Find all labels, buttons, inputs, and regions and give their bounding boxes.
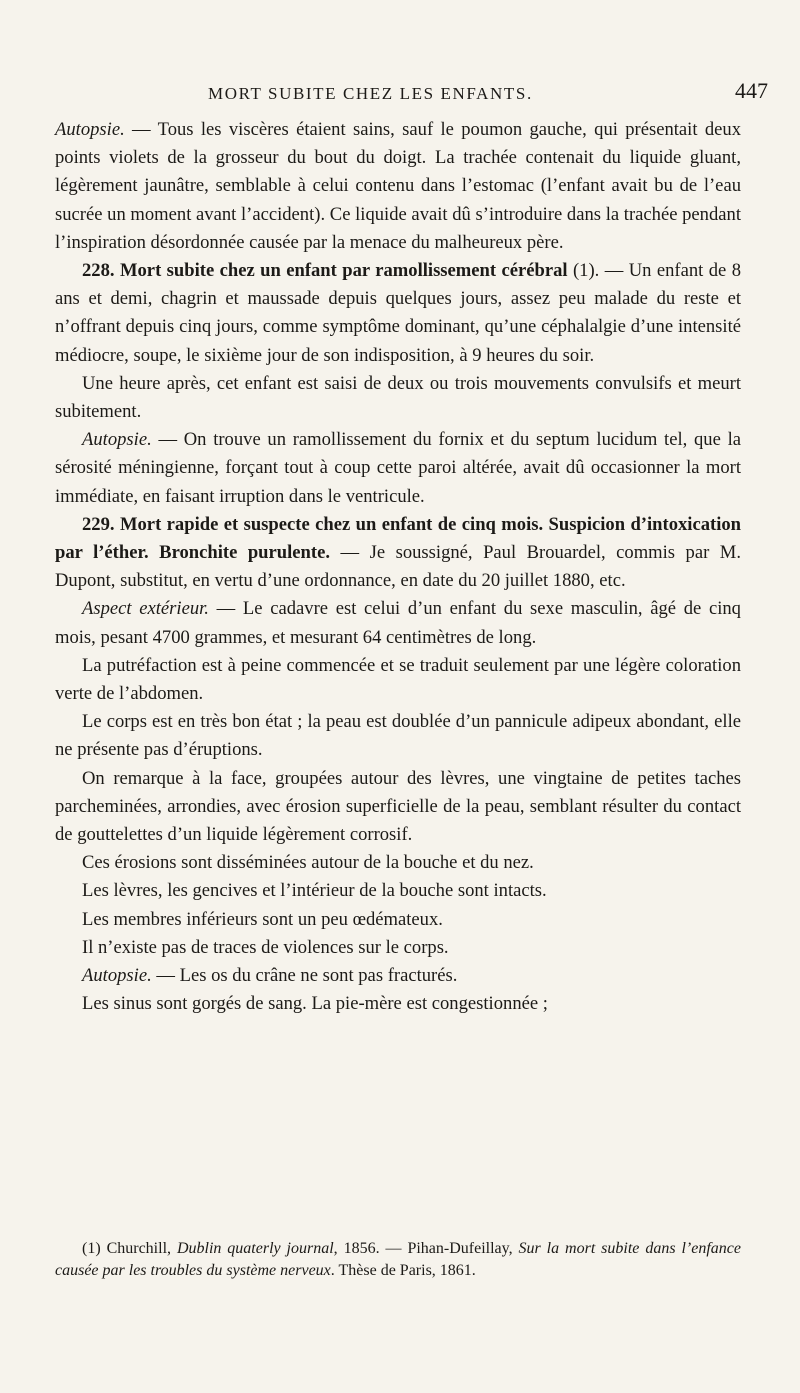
paragraph: Autopsie. — On trouve un ramollissement du fornix et du septum lucidum tel, que la sérosité méningienne, forçant tout à coup cette paroi altérée, avait dû occasionner la mort immédiate, en faisant irruption dans le ventricule. — [55, 429, 741, 507]
paragraph: Une heure après, cet enfant est saisi de deux ou trois mouvements convulsifs et meurt subitement. — [55, 372, 741, 423]
paragraph: Les lèvres, les gencives et l’intérieur de la bouche sont intacts. — [82, 880, 547, 902]
section-label: Autopsie. — [82, 429, 152, 451]
case-number: 228. — [82, 260, 115, 282]
paragraph: Ces érosions sont disséminées autour de la bouche et du nez. — [82, 852, 534, 874]
running-title: MORT SUBITE CHEZ LES ENFANTS. — [208, 84, 533, 103]
paragraph: Autopsie. — Les os du crâne ne sont pas fracturés. — [82, 965, 458, 987]
footnote-text: (1) Churchill, Dublin quaterly journal, 1856. — Pihan-Dufeillay, Sur la mort subite dans l’enfance causée par les troubles du système nerveux. Thèse de Paris, 1861. — [55, 1240, 741, 1279]
section-label: Aspect extérieur. — [82, 598, 209, 620]
paragraph: Autopsie. — Tous les viscères étaient sains, sauf le poumon gauche, qui présentait deux points violets de la grosseur du bout du doigt. La trachée contenait du liquide gluant, légèrement jaunâtre, semblable à celui contenu dans l’estomac (l’enfant avait bu de l’eau sucrée un moment avant l’accident). Ce liquide avait dû s’introduire dans la trachée pendant l’inspiration désordonnée causée par la menace du malheureux père. — [55, 119, 741, 253]
case-229: 229. Mort rapide et suspecte chez un enfant de cinq mois. Suspicion d’intoxication par l’éther. Bronchite purulente. — Je soussigné, Paul Brouardel, commis par M. Dupont, substitut, en vertu d’une ordonnance, en date du 20 juillet 1880, etc. — [55, 513, 741, 592]
paragraph: Aspect extérieur. — Le cadavre est celui d’un enfant du sexe masculin, âgé de cinq mois, pesant 4700 grammes, et mesurant 64 centimètres de long. — [55, 598, 741, 648]
page-number: 447 — [735, 78, 768, 103]
section-label: Autopsie. — [55, 119, 125, 140]
paragraph: Il n’existe pas de traces de violences sur le corps. — [82, 936, 449, 958]
case-heading: Mort rapide et suspecte chez un enfant de cinq mois. Suspicion d’intoxication par l’éther. Bronchite purulente. — [55, 513, 741, 564]
footnote — [55, 1238, 741, 1281]
footnote-journal: Dublin quaterly journal — [176, 1240, 334, 1257]
case-heading: Mort subite chez un enfant par ramollissement cérébral — [114, 260, 568, 282]
section-label: Autopsie. — [82, 965, 152, 987]
case-number: 229. — [82, 513, 115, 535]
paragraph: Les sinus sont gorgés de sang. La pie-mère est congestionnée ; — [82, 993, 548, 1015]
case-228: 228. Mort subite chez un enfant par ramollissement cérébral (1). — Un enfant de 8 ans et demi, chagrin et maussade depuis quelques jours, assez peu malade du reste et n’offrant depuis cinq jours, comme symptôme dominant, qu’une céphalalgie d’une intensité médiocre, soupe, le sixième jour de son indisposition, à 9 heures du soir. — [55, 260, 742, 366]
paragraph: Le corps est en très bon état ; la peau est doublée d’un pannicule adipeux abondant, elle ne présente pas d’éruptions. — [55, 711, 741, 761]
paragraph: Les membres inférieurs sont un peu œdémateux. — [82, 908, 443, 930]
paragraph: On remarque à la face, groupées autour des lèvres, une vingtaine de petites taches parcheminées, arrondies, avec érosion superficielle de la peau, semblant résulter du contact de gouttelettes d’un liquide légèrement corrosif. — [55, 767, 741, 846]
paragraph: La putréfaction est à peine commencée et se traduit seulement par une légère coloration verte de l’abdomen. — [55, 654, 741, 705]
footnote-thesis-title: Sur la mort subite dans l’enfance causée par les troubles du système nerveux — [55, 1240, 741, 1279]
body-text — [55, 116, 741, 1019]
running-head — [0, 78, 800, 108]
